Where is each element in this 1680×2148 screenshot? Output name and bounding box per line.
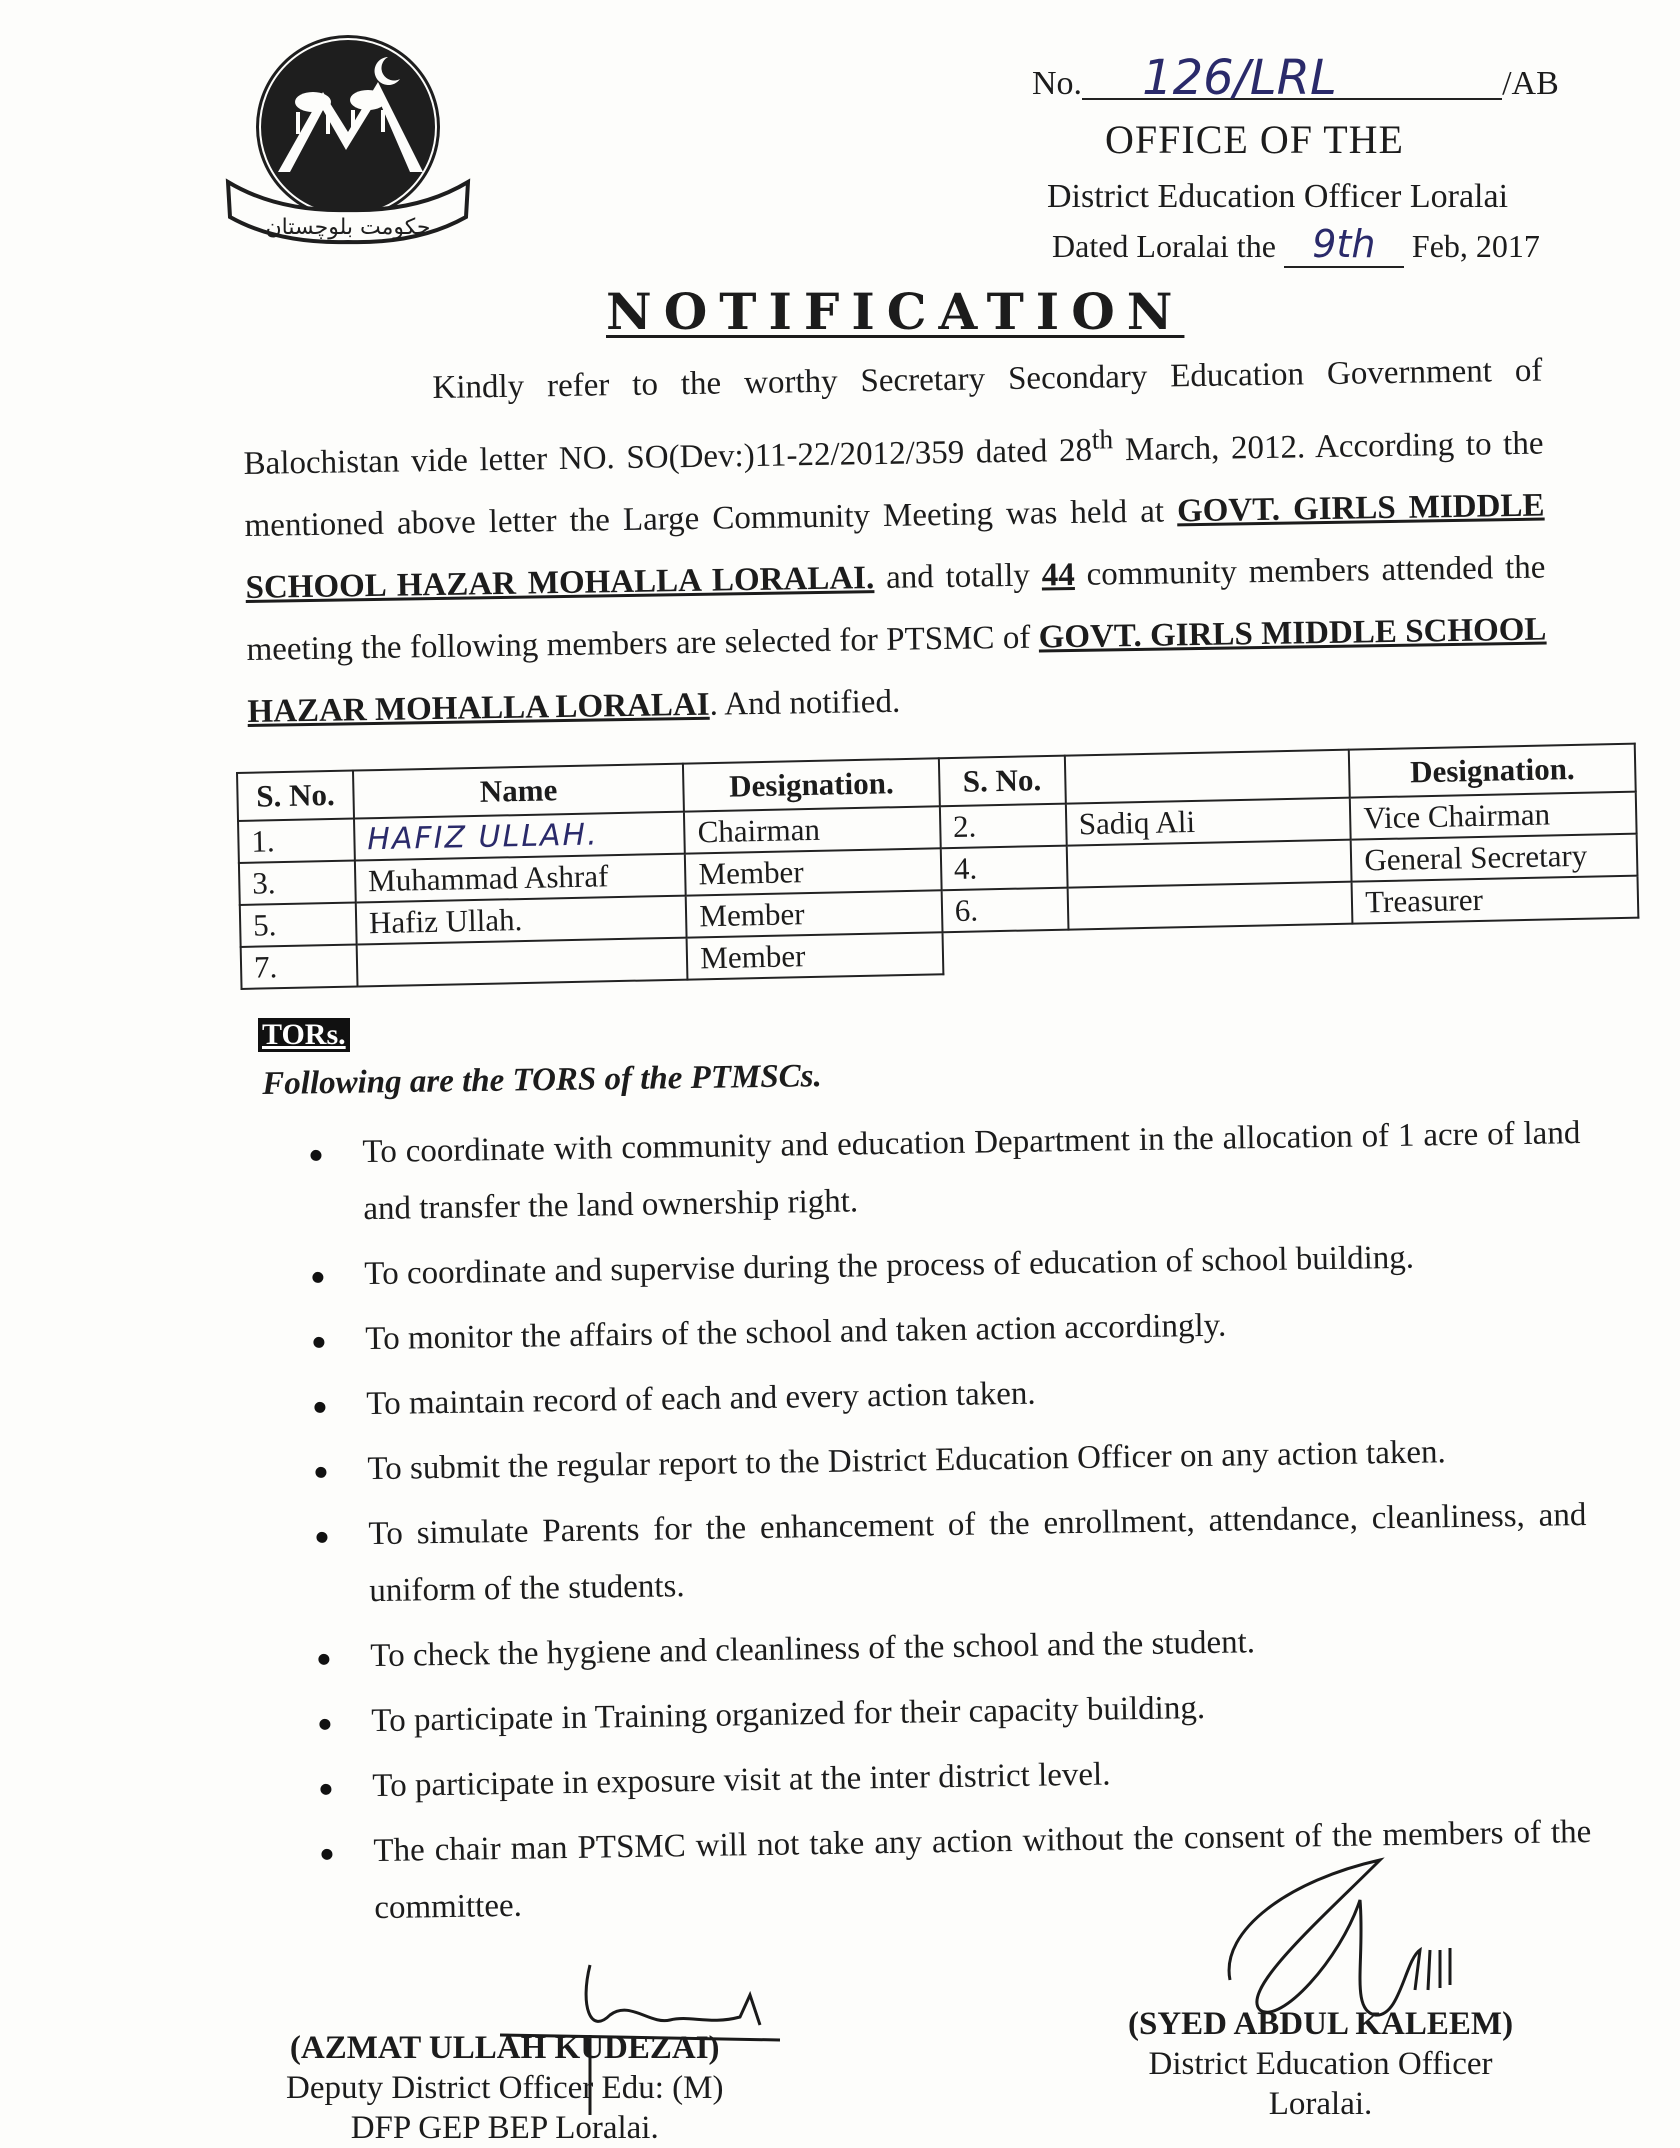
header-name: Name <box>353 764 684 819</box>
signatory-right-title: District Education Officer <box>1148 2046 1493 2082</box>
signatory-left <box>286 2028 723 2148</box>
cell: Member <box>686 890 942 937</box>
list-item: To coordinate with community and education Department in the allocation of 1 acre of land and transfer the land ownership right. <box>310 1105 1582 1239</box>
signatory-right <box>1128 2004 1513 2124</box>
list-item: To monitor the affairs of the school and taken action accordingly. <box>313 1292 1584 1369</box>
cell: 2. <box>940 804 1067 849</box>
dated-day-handwritten: 9th <box>1284 222 1404 268</box>
bullet-icon <box>318 1654 329 1665</box>
cell <box>357 938 688 987</box>
tors-list <box>310 1105 1593 1946</box>
header-name-2 <box>1064 750 1350 804</box>
attendee-count: 44 <box>1041 556 1075 594</box>
list-item: To coordinate and supervise during the process of education of school building. <box>312 1227 1583 1304</box>
body-text-5: . And notified. <box>709 683 901 723</box>
notification-body <box>242 340 1548 743</box>
signatory-right-office: Loralai. <box>1268 2086 1373 2122</box>
cell: Treasurer <box>1352 876 1639 924</box>
bullet-icon <box>310 1150 321 1161</box>
list-item: To participate in exposure visit at the inter district level. <box>320 1739 1591 1816</box>
school-name-2: GOVT. GIRLS MIDDLE SCHOOL HAZAR MOHALLA LORALAI <box>247 611 1547 730</box>
no-value-handwritten: 126/LRL <box>1082 58 1502 100</box>
list-item: To simulate Parents for the enhancement of the enrollment, attendance, cleanliness, and uniform of the students. <box>316 1487 1588 1621</box>
bullet-icon <box>316 1532 327 1543</box>
list-item: To participate in Training organized for their capacity building. <box>319 1674 1590 1751</box>
cell: 5. <box>240 903 357 947</box>
cell: 4. <box>940 846 1067 891</box>
bullet-icon <box>312 1272 323 1283</box>
bullet-icon <box>320 1784 331 1795</box>
signatory-left-title: Deputy District Officer Edu: (M) <box>286 2070 724 2106</box>
cell: 1. <box>238 819 355 863</box>
list-item: To maintain record of each and every action taken. <box>314 1357 1585 1434</box>
notification-title: NOTIFICATION <box>606 282 1185 341</box>
cell: Sadiq Ali <box>1065 798 1351 846</box>
bullet-icon <box>321 1849 332 1860</box>
bullet-icon <box>314 1402 325 1413</box>
body-superscript: th <box>1091 423 1114 455</box>
dated-suffix: Feb, 2017 <box>1411 228 1540 264</box>
emblem-script: حکومت بلوچستان <box>265 215 431 240</box>
government-emblem-logo <box>218 22 478 252</box>
bullet-icon <box>315 1467 326 1478</box>
school-name-1: GOVT. GIRLS MIDDLE SCHOOL HAZAR MOHALLA LORALAI. <box>245 487 1545 606</box>
cell: 6. <box>941 888 1068 933</box>
cell: Muhammad Ashraf <box>355 854 686 903</box>
cell: Vice Chairman <box>1350 792 1637 840</box>
cell <box>1067 882 1353 930</box>
bullet-icon <box>319 1719 330 1730</box>
cell: Hafiz Ullah. <box>356 896 687 945</box>
cell: General Secretary <box>1351 834 1638 882</box>
dated-line <box>1052 222 1540 268</box>
members-table <box>236 743 1640 990</box>
signatory-left-name: (AZMAT ULLAH KUDEZAI) <box>289 2030 720 2066</box>
cell: Chairman <box>684 806 940 853</box>
no-suffix: /AB <box>1502 65 1559 102</box>
signatory-left-office: DFP GEP BEP Loralai. <box>350 2110 659 2146</box>
signatory-right-name: (SYED ABDUL KALEEM) <box>1128 2006 1514 2042</box>
reference-number-line <box>1032 50 1559 106</box>
cell <box>1066 840 1352 888</box>
cell: 7. <box>241 945 358 989</box>
cell: 3. <box>239 861 356 905</box>
body-text-3: and totally <box>873 557 1043 597</box>
list-item: To check the hygiene and cleanliness of the school and the student. <box>318 1609 1589 1686</box>
body-text-2: March, 2012. According to the mentioned above letter the Large Community Meeting was held at <box>244 425 1544 544</box>
bullet-icon <box>313 1337 324 1348</box>
deo-heading: District Education Officer Loralai <box>1047 178 1509 215</box>
header-designation-2: Designation. <box>1349 744 1636 798</box>
dated-prefix: Dated Loralai the <box>1052 228 1276 264</box>
cell: Member <box>687 932 943 979</box>
body-text-4: community members attended the meeting the following members are selected for PTSMC of <box>246 549 1546 668</box>
handwritten-name: HAFIZ ULLAH. <box>366 817 599 858</box>
list-item: To submit the regular report to the District Education Officer on any action taken. <box>315 1422 1586 1499</box>
header-sno-2: S. No. <box>939 756 1066 807</box>
tors-tag: TORs. <box>258 1018 350 1052</box>
cell: Member <box>685 848 941 895</box>
header-sno: S. No. <box>237 771 354 821</box>
cell-handwritten-name <box>354 812 685 861</box>
body-text-1: Kindly refer to the worthy Secretary Secondary Education Government of Balochistan vide letter NO. SO(Dev:)11-22/2012/359 dated 28 <box>243 352 1543 482</box>
header-designation: Designation. <box>683 758 939 811</box>
tors-intro: Following are the TORS of the PTMSCs. <box>262 1058 823 1102</box>
office-heading: OFFICE OF THE <box>1105 117 1404 162</box>
no-label: No. <box>1032 65 1083 102</box>
list-item: The chair man PTSMC will not take any action without the consent of the members of the committee. <box>321 1804 1593 1938</box>
